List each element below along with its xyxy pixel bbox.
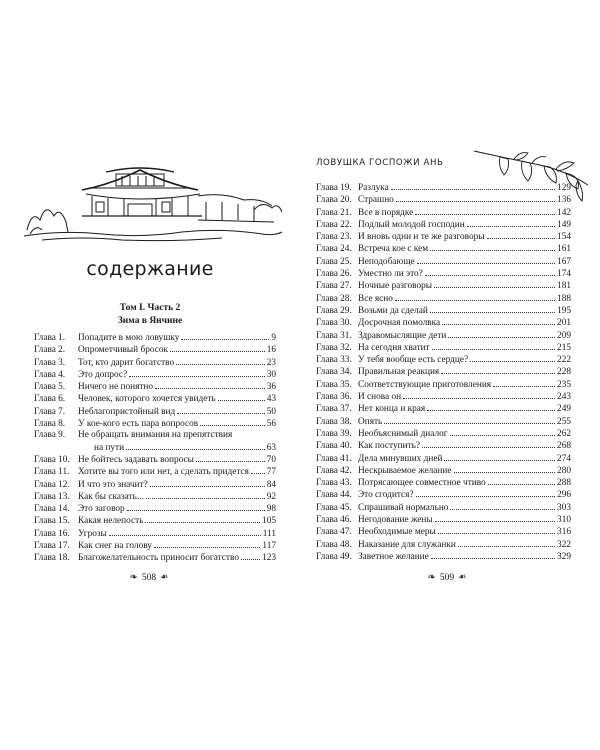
- toc-row: [316, 231, 571, 243]
- toc-row: [316, 551, 571, 563]
- chapter-page-number: 23: [266, 357, 276, 368]
- dot-leader: [441, 366, 555, 374]
- chapter-page-number: 288: [557, 478, 571, 489]
- chapter-title-continuation: на пути: [94, 442, 125, 453]
- toc-row: [34, 454, 276, 466]
- dot-leader: [450, 502, 555, 510]
- chapter-title: Ничего не понятно: [78, 382, 154, 393]
- dot-leader: [415, 207, 555, 215]
- chapter-label: Глава 40.: [316, 441, 352, 452]
- chapter-title: Подлый молодой господин: [358, 219, 465, 230]
- dot-leader: [145, 515, 260, 523]
- chapter-label: Глава 22.: [316, 219, 352, 230]
- chapter-page-number: 174: [557, 269, 571, 280]
- toc-row: [316, 539, 571, 551]
- chapter-page-number: 111: [262, 528, 276, 539]
- dot-leader: [454, 465, 556, 473]
- chapter-label: Глава 25.: [316, 256, 352, 267]
- chapter-label: Глава 39.: [316, 428, 352, 439]
- chapter-title: Встреча кое с кем: [358, 244, 429, 255]
- toc-row: [34, 344, 276, 356]
- chapter-title: Спрашивай нормально: [358, 502, 449, 513]
- dot-leader: [422, 440, 555, 448]
- toc-row: [316, 293, 571, 305]
- chapter-label: Глава 47.: [316, 527, 352, 538]
- toc-row: [316, 243, 571, 255]
- chapter-label: Глава 13.: [34, 491, 70, 502]
- dot-leader: [416, 489, 555, 497]
- dot-leader: [487, 231, 556, 239]
- dot-leader: [427, 403, 555, 411]
- toc-row: [34, 332, 276, 344]
- chapter-label: Глава 8.: [34, 419, 66, 430]
- dot-leader: [444, 453, 555, 461]
- chapter-page-number: 243: [557, 392, 571, 403]
- chapter-page-number: 167: [557, 256, 571, 267]
- chapter-label: Глава 43.: [316, 478, 352, 489]
- dot-leader: [431, 551, 555, 559]
- dot-leader: [493, 379, 555, 387]
- chapter-label: Глава 46.: [316, 515, 352, 526]
- toc-row: [316, 256, 571, 268]
- chapter-page-number: 188: [557, 293, 571, 304]
- chapter-page-number: 228: [557, 367, 571, 378]
- chapter-label: Глава 10.: [34, 454, 70, 465]
- chapter-page-number: 215: [557, 342, 571, 353]
- chapter-page-number: 201: [557, 318, 571, 329]
- dot-leader: [181, 332, 269, 340]
- chapter-page-number: 30: [266, 369, 276, 380]
- chapter-title: И снова он: [358, 392, 402, 403]
- toc-row: [316, 342, 571, 354]
- chapter-page-number: 310: [557, 515, 571, 526]
- pagoda-illustration: [22, 150, 284, 242]
- chapter-page-number: 63: [266, 442, 276, 453]
- chapter-label: Глава 48.: [316, 539, 352, 550]
- toc-row: [316, 366, 571, 378]
- chapter-title: Возьми да сделай: [358, 305, 428, 316]
- chapter-label: Глава 17.: [34, 541, 70, 552]
- chapter-page-number: 36: [266, 382, 276, 393]
- toc-row: [34, 393, 276, 405]
- toc-row: [34, 406, 276, 418]
- toc-row: [316, 428, 571, 440]
- toc-row: [316, 526, 571, 538]
- dot-leader: [155, 381, 265, 389]
- chapter-page-number: 181: [557, 281, 571, 292]
- chapter-label: Глава 30.: [316, 318, 352, 329]
- chapter-title: Не обращать внимания на препятствия: [78, 430, 233, 441]
- chapter-title: Все ясно: [358, 293, 393, 304]
- chapter-title: Попадите в мою ловушку: [78, 333, 180, 343]
- chapter-title: Человек, которого хочется увидеть: [78, 394, 216, 405]
- chapter-title: На сегодня хватит: [358, 342, 430, 353]
- chapter-page-number: 129: [557, 183, 571, 193]
- chapter-label: Глава 41.: [316, 453, 352, 464]
- chapter-page-number: 70: [266, 454, 276, 465]
- chapter-label: Глава 6.: [34, 394, 66, 405]
- chapter-title: Дела минувших дней: [358, 453, 443, 464]
- chapter-page-number: 316: [557, 527, 571, 538]
- dot-leader: [435, 514, 555, 522]
- chapter-page-number: 16: [266, 345, 276, 356]
- chapter-page-number: 149: [557, 219, 571, 230]
- chapter-label: Глава 3.: [34, 357, 66, 368]
- chapter-title: Нет конца и края: [358, 404, 426, 415]
- folio-number: 509: [439, 572, 455, 583]
- dot-leader: [176, 357, 265, 365]
- chapter-label: Глава 33.: [316, 355, 352, 366]
- chapter-label: Глава 7.: [34, 406, 66, 417]
- chapter-title: Это допрос?: [78, 369, 128, 380]
- toc-row: [316, 354, 571, 366]
- chapter-page-number: 117: [262, 541, 276, 552]
- chapter-title: У кое-кого есть пара вопросов: [78, 419, 199, 430]
- chapter-label: Глава 20.: [316, 195, 352, 206]
- chapter-page-number: 84: [266, 479, 276, 490]
- chapter-title: Какая нелепость: [78, 516, 144, 527]
- chapter-label: Глава 26.: [316, 269, 352, 280]
- chapter-label: Глава 38.: [316, 416, 352, 427]
- chapter-title: Досрочная помолвка: [358, 318, 441, 329]
- volume-heading: [0, 302, 300, 328]
- dot-leader: [200, 418, 265, 426]
- dot-leader: [430, 305, 555, 313]
- chapter-title: Наказание для служанки: [358, 539, 456, 550]
- dot-leader: [438, 526, 555, 534]
- chapter-page-number: 50: [266, 406, 276, 417]
- chapter-title: Опрометчивый бросок: [78, 345, 169, 356]
- chapter-page-number: 222: [557, 355, 571, 366]
- right-page: [300, 0, 600, 750]
- chapter-title: Благожелательность приносит богатство: [78, 553, 239, 564]
- chapter-title: Здравомыслящие дети: [358, 330, 447, 341]
- dot-leader: [425, 268, 555, 276]
- chapter-label: Глава 5.: [34, 382, 66, 393]
- ornament-icon: ❧: [458, 572, 467, 583]
- chapter-page-number: 98: [266, 504, 276, 515]
- dot-leader: [127, 503, 265, 511]
- chapter-title: Все в порядке: [358, 207, 414, 218]
- chapter-page-number: 329: [557, 551, 571, 562]
- dot-leader: [196, 454, 265, 462]
- chapter-title: Это заговор: [78, 504, 125, 515]
- toc-row: [316, 219, 571, 231]
- dot-leader: [442, 317, 555, 325]
- chapter-page-number: 161: [557, 244, 571, 255]
- page-number-left: [104, 572, 194, 583]
- dot-leader: [146, 491, 265, 499]
- dot-leader: [150, 479, 265, 487]
- chapter-label: Глава 16.: [34, 528, 70, 539]
- volume-line: Том I. Часть 2: [119, 303, 181, 313]
- chapter-label: Глава 42.: [316, 465, 352, 476]
- dot-leader: [154, 540, 260, 548]
- toc-row: [316, 489, 571, 501]
- dot-leader: [251, 466, 265, 474]
- chapter-title: Заветное желание: [358, 551, 429, 562]
- chapter-title: Нескрываемое желание: [358, 465, 452, 476]
- toc-row: [316, 416, 571, 428]
- chapter-page-number: 209: [557, 330, 571, 341]
- chapter-label: Глава 2.: [34, 345, 66, 356]
- toc-row-continuation: [34, 442, 276, 454]
- chapter-title: Как снег на голову: [78, 541, 152, 552]
- chapter-label: Глава 28.: [316, 293, 352, 304]
- chapter-title: Страшно: [358, 195, 394, 206]
- chapter-page-number: 322: [557, 539, 571, 550]
- toc-row: [316, 453, 571, 465]
- toc-row: [34, 418, 276, 430]
- dot-leader: [384, 416, 555, 424]
- dot-leader: [241, 552, 260, 560]
- chapter-page-number: 235: [557, 379, 571, 390]
- chapter-title: И что это значит?: [78, 479, 148, 490]
- toc-row: [34, 491, 276, 503]
- chapter-title: Не бойтесь задавать вопросы: [78, 454, 194, 465]
- dot-leader: [177, 406, 264, 414]
- toc-row: [34, 552, 276, 564]
- dot-leader: [129, 369, 265, 377]
- chapter-page-number: 105: [262, 516, 276, 527]
- dot-leader: [467, 219, 555, 227]
- chapter-page-number: 9: [271, 333, 276, 343]
- dot-leader: [470, 354, 555, 362]
- chapter-label: Глава 19.: [316, 183, 352, 193]
- dot-leader: [395, 293, 555, 301]
- toc-row: [316, 440, 571, 452]
- dot-leader: [448, 330, 555, 338]
- chapter-title: Как бы сказать...: [78, 491, 144, 502]
- chapter-title: Тот, кто дарит богатство: [78, 357, 175, 368]
- chapter-page-number: 154: [557, 232, 571, 243]
- toc-row: [34, 515, 276, 527]
- chapter-label: Глава 15.: [34, 516, 70, 527]
- chapter-page-number: 274: [557, 453, 571, 464]
- dot-leader: [450, 428, 555, 436]
- chapter-label: Глава 31.: [316, 330, 352, 341]
- volume-subtitle: Зима в Янчине: [117, 316, 183, 326]
- toc-row: [316, 514, 571, 526]
- chapter-label: Глава 27.: [316, 281, 352, 292]
- ornament-icon: ❧: [129, 572, 138, 583]
- chapter-label: Глава 37.: [316, 404, 352, 415]
- chapter-title: Необходимые меры: [358, 527, 436, 538]
- chapter-label: Глава 24.: [316, 244, 352, 255]
- toc-row: [316, 305, 571, 317]
- chapter-title: Необъяснимый диалог: [358, 428, 448, 439]
- chapter-label: Глава 18.: [34, 553, 70, 564]
- dot-leader: [417, 256, 555, 264]
- chapter-title: Опять: [358, 416, 383, 427]
- dot-leader: [488, 477, 555, 485]
- ornament-icon: ❧: [427, 572, 436, 583]
- ginkgo-branch-illustration: [470, 145, 590, 205]
- toc-row: [34, 540, 276, 552]
- toc-row: [316, 379, 571, 391]
- toc-row: [34, 466, 276, 478]
- chapter-label: Глава 45.: [316, 502, 352, 513]
- chapter-title: Уместно ли это?: [358, 269, 423, 280]
- dot-leader: [432, 342, 555, 350]
- contents-title: содержание: [86, 258, 214, 280]
- running-header: ЛОВУШКА ГОСПОЖИ АНЬ: [316, 158, 444, 168]
- dot-leader: [430, 243, 555, 251]
- dot-leader: [170, 344, 265, 352]
- toc-row: [316, 317, 571, 329]
- chapter-label: Глава 1.: [34, 333, 66, 343]
- chapter-title: У тебя вообще есть сердце?: [358, 355, 469, 366]
- chapter-label: Глава 49.: [316, 551, 352, 562]
- toc-row: [316, 280, 571, 292]
- dot-leader: [126, 442, 265, 450]
- chapter-title: Как поступить?: [358, 441, 420, 452]
- chapter-label: Глава 11.: [34, 467, 70, 478]
- chapter-page-number: 92: [266, 491, 276, 502]
- toc-list-left: [34, 332, 276, 565]
- dot-leader: [403, 391, 555, 399]
- chapter-label: Глава 44.: [316, 490, 352, 501]
- chapter-title: Хотите вы того или нет, а сделать придется: [78, 467, 249, 478]
- chapter-page-number: 303: [557, 502, 571, 513]
- chapter-page-number: 56: [266, 419, 276, 430]
- toc-row: [34, 369, 276, 381]
- toc-row: [316, 391, 571, 403]
- chapter-title: Неблагопристойный вид: [78, 406, 176, 417]
- toc-row: [34, 503, 276, 515]
- page-number-right: [402, 572, 492, 583]
- chapter-page-number: 249: [557, 404, 571, 415]
- toc-row: [34, 528, 276, 540]
- toc-row: [34, 479, 276, 491]
- toc-row: [316, 330, 571, 342]
- chapter-page-number: 136: [557, 195, 571, 206]
- chapter-label: Глава 12.: [34, 479, 70, 490]
- chapter-label: Глава 14.: [34, 504, 70, 515]
- dot-leader: [218, 393, 265, 401]
- chapter-title: Неподобающе: [358, 256, 415, 267]
- chapter-title: И вновь одни и те же разговоры: [358, 232, 485, 243]
- chapter-label: Глава 32.: [316, 342, 352, 353]
- chapter-page-number: 123: [262, 553, 276, 564]
- chapter-label: Глава 21.: [316, 207, 352, 218]
- chapter-page-number: 296: [557, 490, 571, 501]
- toc-row: [34, 430, 276, 441]
- toc-row: [316, 403, 571, 415]
- toc-row: [316, 477, 571, 489]
- chapter-title: Ночные разговоры: [358, 281, 433, 292]
- chapter-title: Потрясающее совместное чтиво: [358, 478, 486, 489]
- chapter-label: Глава 9.: [34, 430, 66, 441]
- dot-leader: [109, 528, 261, 536]
- chapter-label: Глава 29.: [316, 305, 352, 316]
- chapter-label: Глава 4.: [34, 369, 66, 380]
- chapter-label: Глава 23.: [316, 232, 352, 243]
- dot-leader: [434, 280, 555, 288]
- chapter-title: Угрозы: [78, 528, 107, 539]
- toc-list-right: [316, 182, 571, 563]
- chapter-title: Негодование жены: [358, 515, 433, 526]
- toc-row: [34, 381, 276, 393]
- chapter-page-number: 262: [557, 428, 571, 439]
- chapter-page-number: 255: [557, 416, 571, 427]
- chapter-page-number: 195: [557, 305, 571, 316]
- chapter-page-number: 142: [557, 207, 571, 218]
- chapter-page-number: 268: [557, 441, 571, 452]
- chapter-page-number: 77: [266, 467, 276, 478]
- chapter-title: Правильная реакция: [358, 367, 440, 378]
- toc-row: [34, 357, 276, 369]
- chapter-page-number: 43: [266, 394, 276, 405]
- chapter-page-number: 280: [557, 465, 571, 476]
- toc-row: [316, 502, 571, 514]
- chapter-label: Глава 34.: [316, 367, 352, 378]
- toc-row: [316, 268, 571, 280]
- folio-number: 508: [141, 572, 157, 583]
- chapter-label: Глава 36.: [316, 392, 352, 403]
- toc-row: [316, 207, 571, 219]
- chapter-title: Это сгодится?: [358, 490, 414, 501]
- chapter-label: Глава 35.: [316, 379, 352, 390]
- dot-leader: [458, 539, 555, 547]
- toc-row: [316, 465, 571, 477]
- chapter-title: Соответствующие приготовления: [358, 379, 492, 390]
- ornament-icon: ❧: [160, 572, 169, 583]
- chapter-title: Разлука: [358, 183, 389, 193]
